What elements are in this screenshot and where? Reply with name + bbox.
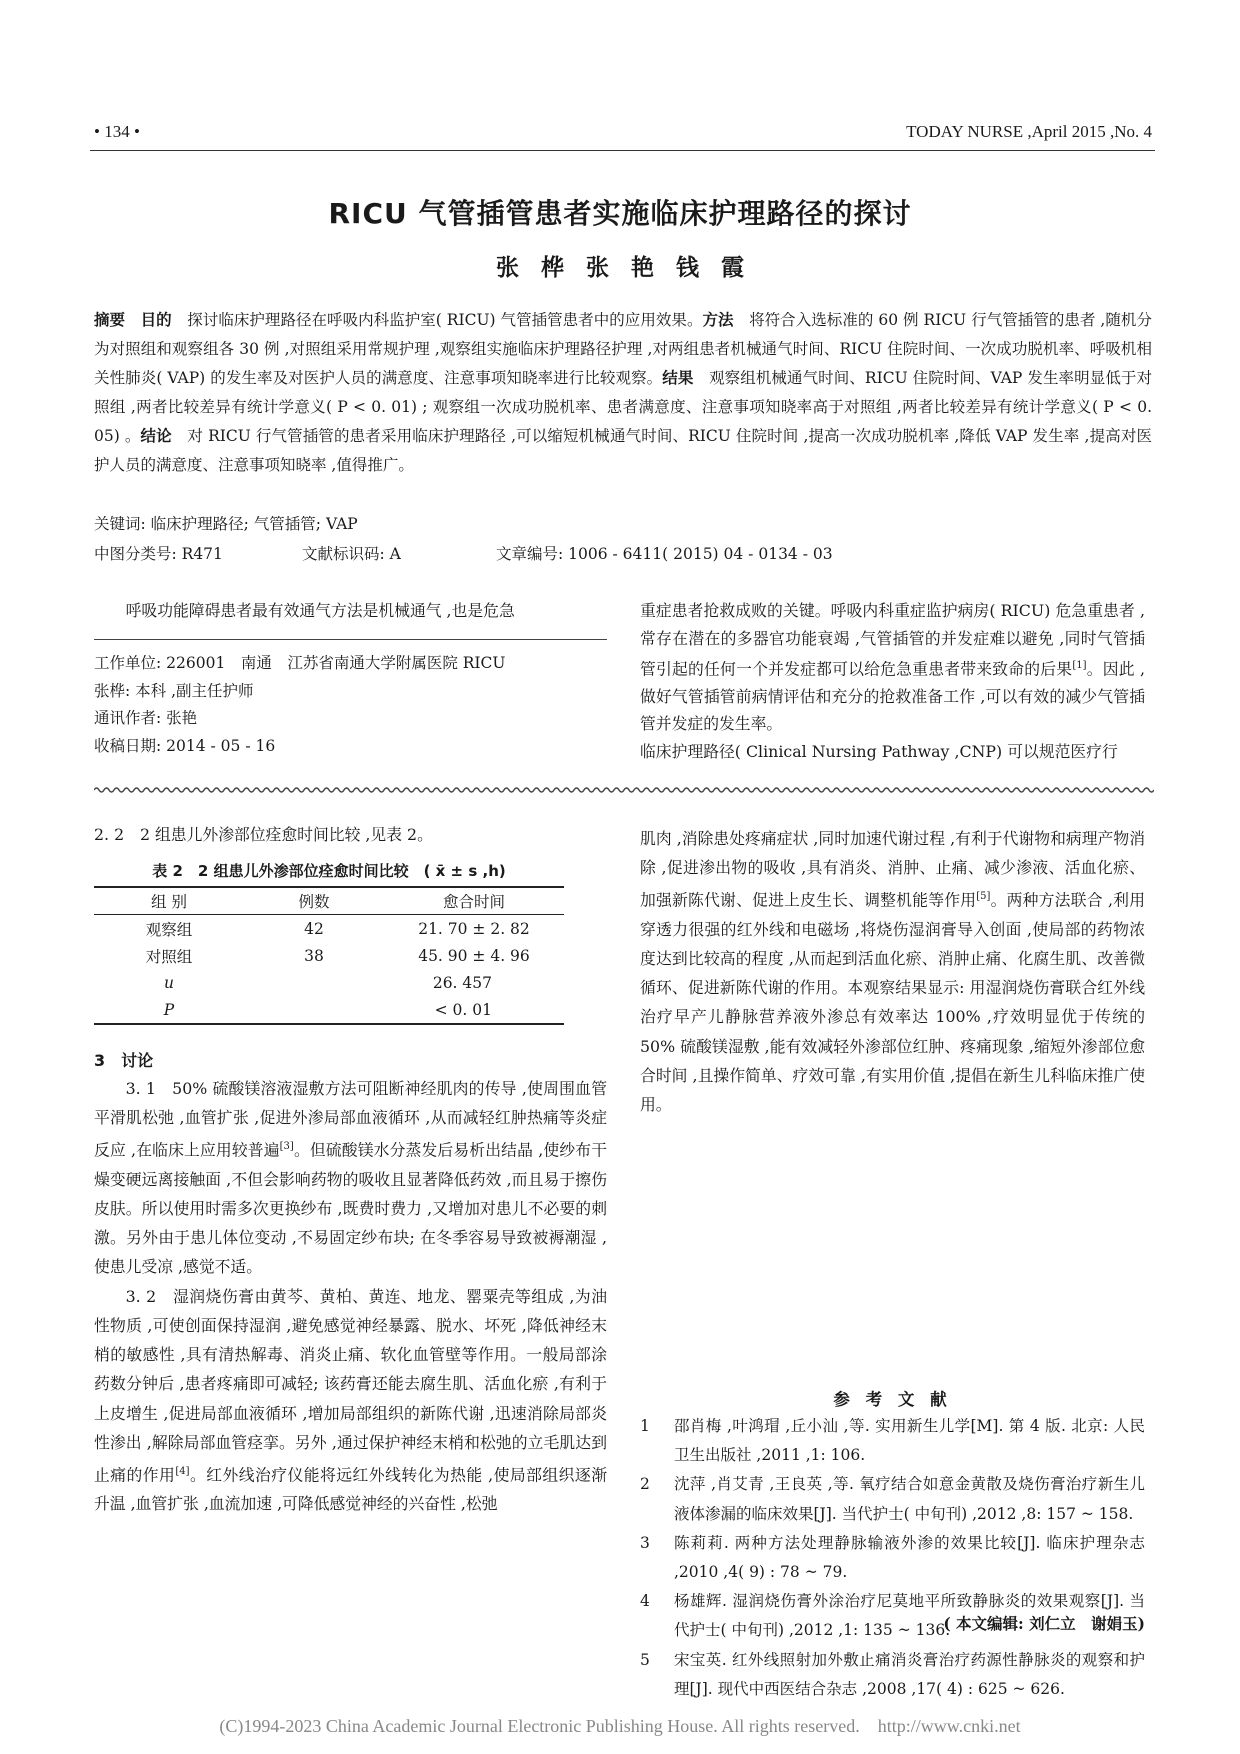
citation-3: [3] (279, 1141, 294, 1153)
methods-label: 方法 (702, 311, 734, 329)
cell: 26. 457 (432, 973, 492, 992)
editor-credit: ( 本文编辑: 刘仁立 谢娟玉) (943, 1614, 1145, 1633)
col-healing-time: 愈合时间 (384, 887, 564, 915)
right-text: 肌肉 ,消除患处疼痛症状 ,同时加速代谢过程 ,有利于代谢物和病理产物消除 ,促进渗出物的吸收 ,具有消炎、消肿、止痛、减少渗液、活血化瘀、加强新陈代谢、促进上皮生长、调整机能等作用 (640, 829, 1145, 910)
reference-item (640, 1529, 1145, 1587)
cell: P (94, 996, 244, 1024)
conclusion-label: 结论 (140, 427, 172, 445)
discussion-right (640, 824, 1145, 1119)
cell: 38 (304, 946, 324, 965)
ref-number: 2 (640, 1475, 650, 1494)
intro-right-text: 重症患者抢救成败的关键。呼吸内科重症监护病房( RICU) 危急重患者 ,常存在潜在的多器官功能衰竭 ,气管插管的并发症难以避免 ,同时气管插管引起的任何一个并发症都可以给危急重患者带来致命的后果 (640, 601, 1145, 679)
results-text: 观察组机械通气时间、RICU 住院时间、VAP 发生率明显低于对照组 ,两者比较差异有统计学意义( P < 0. 01) ; 观察组一次成功脱机率、患者满意度、注意事项知晓率高于对照组 ,两者比较差异有统计学意义( P < 0. 05) 。 (94, 369, 1152, 445)
conclusion-text: 对 RICU 行气管插管的患者采用临床护理路径 ,可以缩短机械通气时间、RICU 住院时间 ,提高一次成功脱机率 ,降低 VAP 发生率 ,提高对医护人员的满意度、注意事项知晓率 ,值得推广。 (94, 427, 1152, 474)
section-2-2-heading: 2. 2 2 组患儿外渗部位痊愈时间比较 ,见表 2。 (94, 825, 433, 844)
table-row (94, 942, 564, 969)
keywords: 关键词: 临床护理路径; 气管插管; VAP (94, 515, 358, 533)
section-divider (94, 785, 1154, 795)
section-3-heading: 3 讨论 (94, 1051, 154, 1070)
cell: u (164, 973, 174, 992)
page-number: • 134 • (94, 122, 140, 141)
table-2 (94, 886, 564, 1025)
clc-number: 中图分类号: R471 (94, 545, 223, 563)
ref-number: 4 (640, 1592, 650, 1611)
reference-item (640, 1646, 1145, 1704)
corresponding-author: 通讯作者: 张艳 (94, 709, 198, 727)
cell: 42 (304, 919, 324, 938)
author-bio: 张桦: 本科 ,副主任护师 (94, 681, 254, 700)
header-rule (90, 150, 1155, 151)
intro-left: 呼吸功能障碍患者最有效通气方法是机械通气 ,也是危急 (125, 601, 515, 620)
reference-list (640, 1412, 1145, 1704)
p31-text: 3. 1 50% 硫酸镁溶液湿敷方法可阻断神经肌肉的传导 ,使周围血管平滑肌松弛 ,血管扩张 ,促进外渗局部血液循环 ,从而减轻红肿热痛等炎症反应 ,在临床上应用较普遍 (94, 1079, 607, 1160)
affiliation-block (94, 650, 505, 760)
ref-text: 沈萍 ,肖艾青 ,王良英 ,等. 氧疗结合如意金黄散及烧伤膏治疗新生儿液体渗漏的临床效果[J]. 当代护士( 中旬刊) ,2012 ,8: 157 ~ 158. (674, 1475, 1145, 1523)
work-unit: 工作单位: 226001 南通 江苏省南通大学附属医院 RICU (94, 654, 506, 672)
p31-text-b: 。但硫酸镁水分蒸发后易析出结晶 ,使纱布干燥变硬远离接触面 ,不但会影响药物的吸收且显著降低药效 ,而且易于擦伤皮肤。所以使用时需多次更换纱布 ,既费时费力 ,又增加对患儿不必要的刺激。另外由于患儿体位变动 ,不易固定纱布块; 在冬季容易导致被褥潮湿 ,使患儿受凉 ,感觉不适。 (94, 1140, 607, 1277)
paragraph-3-1 (94, 1074, 607, 1282)
ref-text: 宋宝英. 红外线照射加外敷止痛消炎膏治疗药源性静脉炎的观察和护理[J]. 现代中西医结合杂志 ,2008 ,17( 4) : 625 ~ 626. (674, 1650, 1145, 1698)
right-text-b: 。两种方法联合 ,利用穿透力很强的红外线和电磁场 ,将烧伤湿润膏导入创面 ,使局部的药物浓度达到比较高的程度 ,从而起到活血化瘀、消肿止痛、化腐生肌、改善微循环、促进新陈代谢的作用。本观察结果显示: 用湿润烧伤膏联合红外线治疗早产儿静脉营养液外渗总有效率达 100% ,疗效明显优于传统的 50% 硫酸镁湿敷 ,能有效减轻外渗部位红肿、疼痛现象 ,缩短外渗部位愈合时间 ,且操作简单、疗效可靠 ,有实用价值 ,提倡在新生儿科临床推广使用。 (640, 890, 1145, 1115)
cell: 观察组 (145, 920, 193, 939)
ref-text: 邵肖梅 ,叶鸿瑁 ,丘小汕 ,等. 实用新生儿学[M]. 第 4 版. 北京: 人民卫生出版社 ,2011 ,1: 106. (674, 1417, 1145, 1465)
references-heading: 参 考 文 献 (833, 1390, 947, 1409)
citation-4: [4] (175, 1465, 190, 1477)
p32-text-b: 。红外线治疗仪能将远红外线转化为热能 ,使局部组织逐渐升温 ,血管扩张 ,血流加速 ,可降低感觉神经的兴奋性 ,松弛 (94, 1465, 607, 1514)
reference-item (640, 1412, 1145, 1470)
footnote-rule (94, 639, 607, 640)
intro-right-end: 。因此 ,做好气管插管前病情评估和充分的抢救准备工作 ,可以有效的减少气管插管并发症的发生率。 (640, 659, 1145, 734)
table-row (94, 969, 564, 996)
ref-number: 3 (640, 1533, 650, 1552)
cell: < 0. 01 (384, 996, 564, 1024)
document-code: 文献标识码: A (302, 545, 401, 563)
col-group: 组 别 (94, 887, 244, 915)
methods-text: 将符合入选标准的 60 例 RICU 行气管插管的患者 ,随机分为对照组和观察组各 30 例 ,对照组采用常规护理 ,观察组实施临床护理路径护理 ,对两组患者机械通气时间、RICU 住院时间、一次成功脱机率、呼吸机相关性肺炎( VAP) 的发生率及对医护人员的满意度、注意事项知晓率进行比较观察。 (94, 311, 1152, 387)
intro-right-p2: 临床护理路径( Clinical Nursing Pathway ,CNP) 可以规范医疗行 (640, 741, 1118, 761)
purpose-text: 探讨临床护理路径在呼吸内科监护室( RICU) 气管插管患者中的应用效果。 (187, 311, 703, 329)
paragraph-3-2-cont (640, 824, 1145, 1119)
journal-header: TODAY NURSE ,April 2015 ,No. 4 (906, 122, 1152, 141)
ref-number: 5 (640, 1650, 650, 1669)
cell: 45. 90 ± 4. 96 (418, 946, 530, 965)
cell (244, 996, 384, 1024)
table-row (94, 915, 564, 943)
article-title: RICU 气管插管患者实施临床护理路径的探讨 (328, 197, 912, 230)
article-number: 文章编号: 1006 - 6411( 2015) 04 - 0134 - 03 (496, 545, 833, 563)
cell (244, 969, 384, 996)
ref-text: 杨雄辉. 湿润烧伤膏外涂治疗尼莫地平所致静脉炎的效果观察[J]. 当代护士( 中旬刊) ,2012 ,1: 135 ~ 136. (674, 1592, 1145, 1640)
received-date: 收稿日期: 2014 - 05 - 16 (94, 736, 276, 755)
table-2-caption: 表 2 2 组患儿外渗部位痊愈时间比较 ( x̄ ± s ,h) (152, 862, 506, 880)
intro-right (640, 597, 1145, 765)
discussion-left (94, 1074, 607, 1519)
abstract (94, 306, 1152, 480)
reference-item (640, 1470, 1145, 1528)
paragraph-3-2 (94, 1282, 607, 1519)
abstract-label: 摘要 (94, 311, 126, 329)
p32-text: 3. 2 湿润烧伤膏由黄芩、黄柏、黄连、地龙、罂粟壳等组成 ,为油性物质 ,可使创面保持湿润 ,避免感觉神经暴露、脱水、坏死 ,降低神经末梢的敏感性 ,具有清热解毒、消炎止痛、软化血管壁等作用。一般局部涂药数分钟后 ,患者疼痛即可减轻; 该药膏还能去腐生肌、活血化瘀 ,有利于上皮增生 ,促进局部血液循环 ,增加局部组织的新陈代谢 ,迅速消除局部炎性渗出 ,解除局部血管痉挛。另外 ,通过保护神经末梢和松弛的立毛肌达到止痛的作用 (94, 1286, 607, 1485)
results-label: 结果 (662, 369, 694, 387)
ref-text: 陈莉莉. 两种方法处理静脉输液外渗的效果比较[J]. 临床护理杂志 ,2010 ,4( 9) : 78 ~ 79. (674, 1533, 1145, 1582)
citation-5: [5] (976, 891, 991, 903)
table-header-row (94, 887, 564, 915)
citation-1: [1] (1072, 660, 1087, 671)
cell: 对照组 (145, 947, 193, 966)
author-list: 张 桦 张 艳 钱 霞 (495, 255, 745, 281)
ref-number: 1 (640, 1417, 650, 1435)
cell: 21. 70 ± 2. 82 (418, 919, 530, 938)
purpose-label: 目的 (140, 311, 172, 329)
col-count: 例数 (244, 887, 384, 915)
copyright-footer: (C)1994-2023 China Academic Journal Electronic Publishing House. All rights reserved. http://www.cnki.net (219, 1716, 1021, 1736)
table-row (94, 996, 564, 1024)
